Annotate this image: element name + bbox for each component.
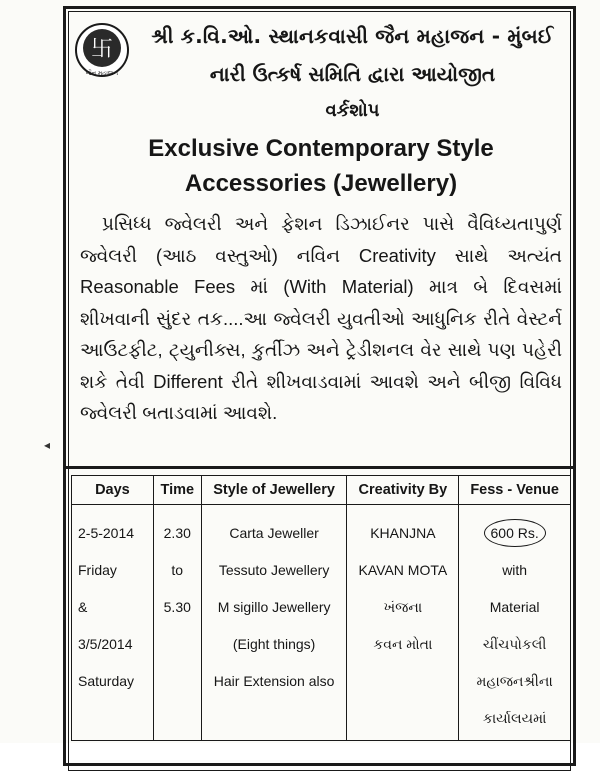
- style-line: M sigillo Jewellery: [217, 599, 331, 615]
- header-days: Days: [72, 476, 154, 505]
- creativity-line: કવન મોતા: [373, 636, 433, 652]
- creativity-line: KHANJNA: [370, 525, 436, 541]
- style-line: Tessuto Jewellery: [218, 562, 330, 578]
- workshop-label: વર્કશોપ: [325, 100, 380, 121]
- section-divider: [65, 466, 575, 469]
- creativity-line: KAVAN MOTA: [358, 562, 448, 578]
- days-line: 2-5-2014: [78, 525, 135, 541]
- time-line: to: [171, 562, 184, 578]
- fee-amount: 600 Rs.: [484, 519, 546, 547]
- style-line: Carta Jeweller: [229, 525, 319, 541]
- days-line: &: [78, 599, 88, 615]
- header-venue: Fess - Venue: [459, 476, 571, 505]
- days-line: 3/5/2014: [78, 636, 133, 652]
- venue-line: Material: [489, 599, 540, 615]
- logo-symbol: 卐: [90, 37, 114, 62]
- creativity-cell: [347, 505, 459, 741]
- header-style: Style of Jewellery: [201, 476, 347, 505]
- venue-line: મહાજનશ્રીના: [476, 673, 553, 689]
- days-line: Friday: [78, 562, 117, 578]
- header-creativity: Creativity By: [347, 476, 459, 505]
- headline-line-1: Exclusive Contemporary Style: [148, 135, 494, 162]
- venue-line: [459, 515, 570, 552]
- style-cell: [201, 505, 347, 741]
- logo-caption: જૈન મહાજન: [85, 70, 119, 77]
- organizer-subtitle: નારી ઉત્કર્ષ સમિતિ દ્વારા આયોજીત: [209, 62, 496, 86]
- organization-title: શ્રી ક.વિ.ઓ. સ્થાનકવાસી જૈન મહાજન - મુંબઈ: [151, 24, 554, 48]
- days-cell: [72, 505, 154, 741]
- mahajan-logo: [74, 22, 130, 78]
- headline-line-2: Accessories (Jewellery): [184, 170, 458, 197]
- venue-line: ચીંચપોકલી: [482, 636, 547, 652]
- time-line: 2.30: [163, 525, 191, 541]
- venue-cell: [459, 505, 571, 741]
- creativity-line: ખંજના: [383, 599, 423, 615]
- venue-line: with: [502, 562, 528, 578]
- style-line: (Eight things): [232, 636, 316, 652]
- time-cell: [153, 505, 201, 741]
- days-line: Saturday: [78, 673, 135, 689]
- stray-mark: ◂: [44, 438, 51, 452]
- header-time: Time: [153, 476, 201, 505]
- table-row: [72, 505, 571, 741]
- table-header-row: [72, 476, 571, 505]
- venue-line: કાર્યાલયમાં: [482, 710, 547, 726]
- time-line: 5.30: [163, 599, 191, 615]
- schedule-table: [71, 475, 571, 741]
- description-paragraph: પ્રસિધ્ધ જ્વેલરી અને ફેશન ડિઝાઈનર પાસે વૈવિધ્યતાપુર્ણ જ્વેલરી (આઠ વસ્તુઓ) નવિન Creativity સાથે અત્યંત Reasonable Fees માં (With Material) માત્ર બે દિવસમાં શીખવાની સુંદર તક....આ જ્વેલરી યુવતીઓ આધુનિક રીતે વેસ્ટર્ન આઉટફીટ, ટ્યુનીક્સ, કુર્તીઝ અને ટ્રેડીશનલ વેર સાથે પણ પહેરી શકે તેવી Different રીતે શીખવાડવામાં આવશે અને બીજી વિવિધ જ્વેલરી બતાડવામાં આવશે.: [80, 213, 562, 423]
- style-line: Hair Extension also: [213, 673, 335, 689]
